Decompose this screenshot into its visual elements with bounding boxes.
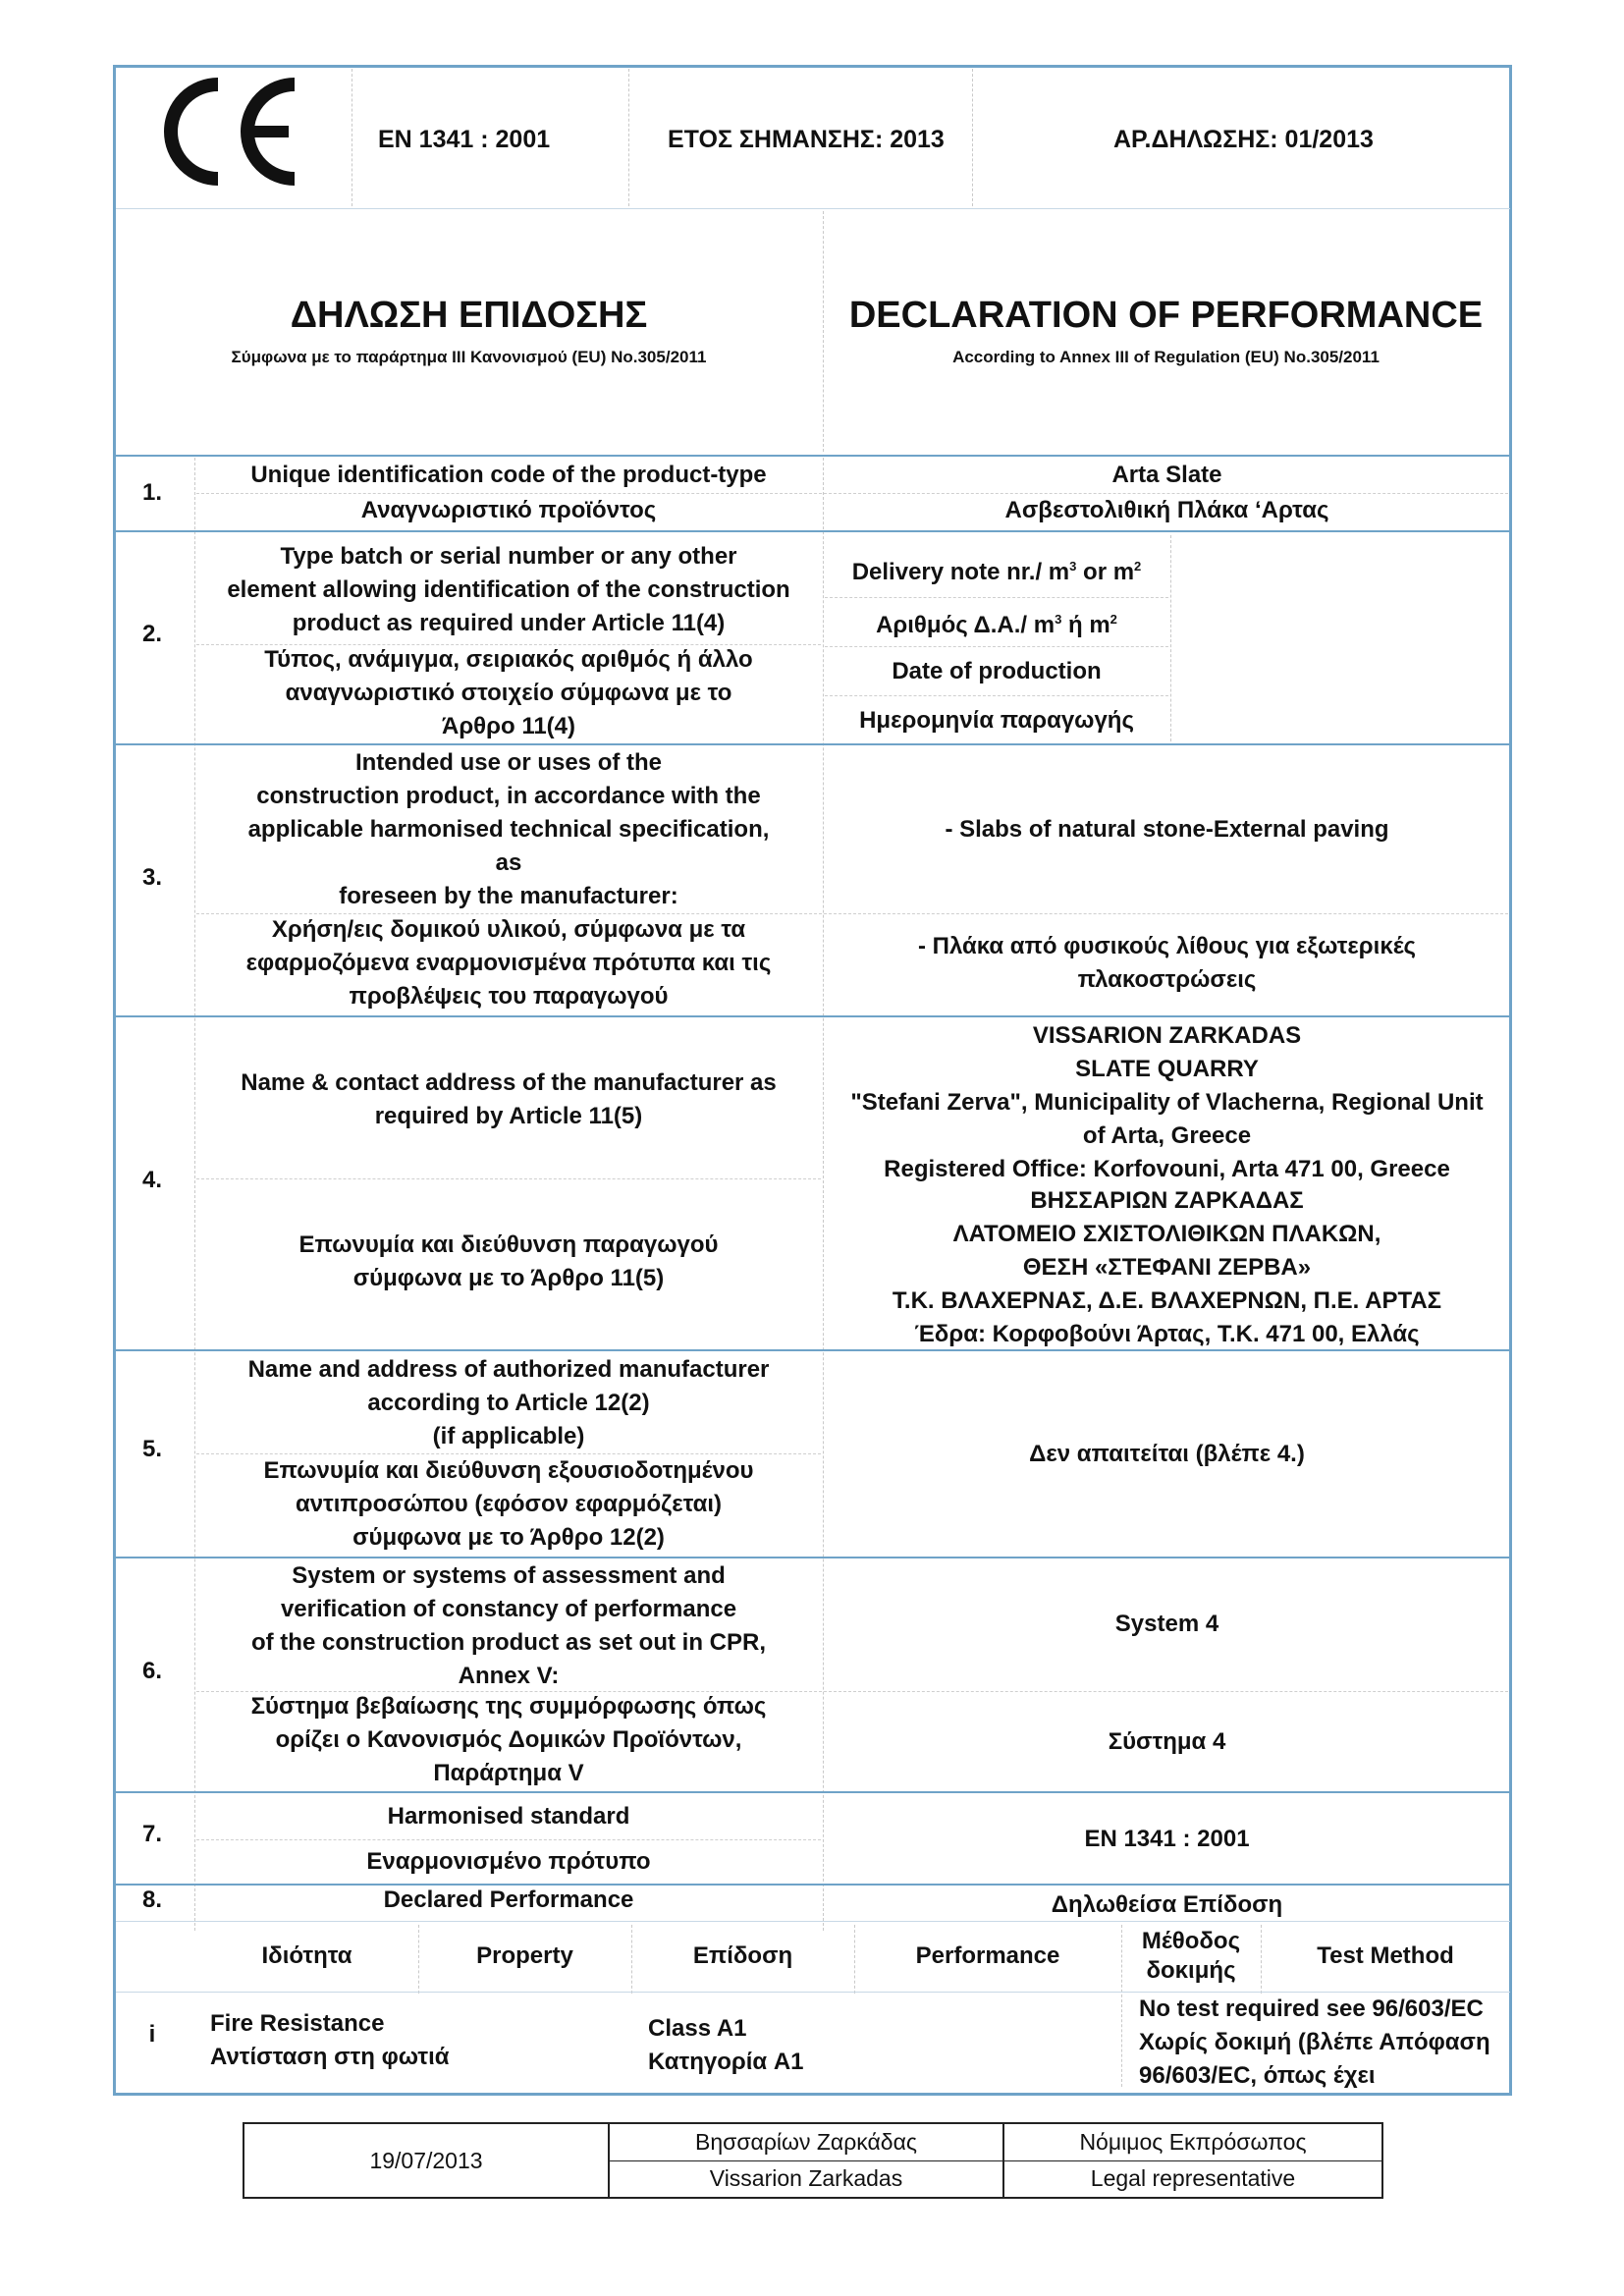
- row-8-value: Δηλωθείσα Επίδοση: [1051, 1891, 1283, 1918]
- signature-role-gr: Νόμιμος Εκπρόσωπος: [1079, 2129, 1307, 2155]
- row-1-value-gr: Ασβεστολιθική Πλάκα ‘Αρτας: [1004, 497, 1329, 523]
- row-7-label-gr: Εναρμονισμένο πρότυπο: [366, 1848, 651, 1875]
- signature-table: [243, 2122, 1383, 2199]
- perf-row-property: Fire Resistance Αντίσταση στη φωτιά: [210, 2010, 450, 2070]
- row-1-label-en: Unique identification code of the product-type: [250, 462, 767, 488]
- english-subtitle: According to Annex III of Regulation (EU) No.305/2011: [952, 348, 1380, 366]
- row-4-manufacturer-gr: ΒΗΣΣΑΡΙΩΝ ΖΑΡΚΑΔΑΣ ΛΑΤΟΜΕΙΟ ΣΧΙΣΤΟΛΙΘΙΚΩΝ ΠΛΑΚΩΝ, ΘΕΣΗ «ΣΤΕΦΑΝΙ ΖΕΡΒΑ» Τ.Κ. ΒΛΑΧΕΡΝΑΣ, Δ.Ε. ΒΛΑΧΕΡΝΩΝ, Π.Ε. ΑΡΤΑΣ Έδρα: Κορφοβούνι Άρτας, Τ.Κ. 471 00, Ελλάς: [892, 1187, 1442, 1347]
- perf-header-performance-en: Performance: [915, 1942, 1060, 1969]
- row-8-label: Declared Performance: [383, 1886, 634, 1913]
- header-year-marking: ΕΤΟΣ ΣΗΜΑΝΣΗΣ: 2013: [668, 126, 945, 153]
- row-2-date-en: Date of production: [892, 658, 1102, 684]
- row-5-number: 5.: [141, 1436, 162, 1462]
- perf-header-property-en: Property: [476, 1942, 573, 1969]
- row-2-number: 2.: [141, 621, 162, 647]
- row-3-use-gr: - Πλάκα από φυσικούς λίθους για εξωτερικές πλακοστρώσεις: [917, 933, 1417, 993]
- greek-title: ΔΗΛΩΣΗ ΕΠΙΔΟΣΗΣ: [290, 295, 648, 336]
- row-7-value: EN 1341 : 2001: [1084, 1826, 1250, 1852]
- perf-row-performance: Class A1 Κατηγορία A1: [648, 2015, 804, 2075]
- row-2-date-gr: Ημερομηνία παραγωγής: [859, 707, 1134, 734]
- english-title: DECLARATION OF PERFORMANCE: [848, 295, 1484, 336]
- ce-mark-icon: [157, 71, 304, 192]
- row-4-label-en: Name & contact address of the manufacturer as required by Article 11(5): [241, 1069, 777, 1129]
- row-6-system-en: System 4: [1114, 1611, 1219, 1637]
- signature-role-en: Legal representative: [1090, 2165, 1296, 2191]
- row-1-value-en: Arta Slate: [1111, 462, 1222, 488]
- row-5-value: Δεν απαιτείται (βλέπε 4.): [1029, 1441, 1305, 1467]
- row-5-label-gr: Επωνυμία και διεύθυνση εξουσιοδοτημένου αντιπροσώπου (εφόσον εφαρμόζεται) σύμφωνα με το Άρθρο 12(2): [263, 1457, 754, 1551]
- row-3-label-gr: Χρήση/εις δομικού υλικού, σύμφωνα με τα εφαρμοζόμενα εναρμονισμένα πρότυπα και τις προβλέψεις του παραγωγού: [245, 916, 772, 1010]
- perf-header-performance-gr: Επίδοση: [692, 1942, 793, 1969]
- header-standard: EN 1341 : 2001: [378, 126, 551, 153]
- row-1-number: 1.: [141, 479, 162, 506]
- row-8-number: 8.: [141, 1886, 162, 1913]
- row-2-delivery-note-en: Delivery note nr./ $m^3$ or $m^2$: [851, 559, 1142, 585]
- perf-header-method-gr: Μέθοδος δοκιμής: [1141, 1928, 1241, 1984]
- perf-row-method: No test required see 96/603/EC Χωρίς δοκιμή (βλέπε Απόφαση 96/603/EC, όπως έχει: [1139, 1995, 1490, 2089]
- perf-header-property-gr: Ιδιότητα: [261, 1942, 352, 1969]
- row-3-number: 3.: [141, 864, 162, 891]
- row-7-label-en: Harmonised standard: [387, 1803, 630, 1830]
- row-6-label-gr: Σύστημα βεβαίωσης της συμμόρφωσης όπως ορίζει ο Κανονισμός Δομικών Προϊόντων, Παράρτημα V: [250, 1693, 767, 1786]
- row-1-label-gr: Αναγνωριστικό προϊόντος: [360, 497, 657, 523]
- row-6-number: 6.: [141, 1658, 162, 1684]
- row-2-label-en: Type batch or serial number or any other element allowing identification of the construction product as required under Article 11(4): [227, 543, 790, 636]
- signature-name-en: Vissarion Zarkadas: [709, 2165, 903, 2191]
- row-2-label-gr: Τύπος, ανάμιγμα, σειριακός αριθμός ή άλλο αναγνωριστικό στοιχείο σύμφωνα με το Άρθρο 11(4): [264, 646, 753, 739]
- row-4-manufacturer-en: VISSARION ZARKADAS SLATE QUARRY "Stefani Zerva", Municipality of Vlacherna, Regional Unit of Arta, Greece Registered Office: Korfovouni, Arta 471 00, Greece: [850, 1022, 1484, 1182]
- row-7-number: 7.: [141, 1821, 162, 1847]
- row-3-use-en: - Slabs of natural stone-External paving: [945, 816, 1389, 843]
- row-6-label-en: System or systems of assessment and verification of constancy of performance of the construction product as set out in CPR, Annex V:: [250, 1562, 766, 1689]
- header-declaration-no: ΑΡ.ΔΗΛΩΣΗΣ: 01/2013: [1113, 126, 1374, 153]
- row-2-delivery-note-gr: Αριθμός Δ.Α./ $m^3$ ή $m^2$: [876, 612, 1117, 638]
- row-6-system-gr: Σύστημα 4: [1108, 1728, 1226, 1755]
- row-4-label-gr: Επωνυμία και διεύθυνση παραγωγού σύμφωνα με το Άρθρο 11(5): [298, 1231, 719, 1291]
- signature-name-gr: Βησσαρίων Ζαρκάδας: [695, 2129, 917, 2155]
- greek-subtitle: Σύμφωνα με το παράρτημα III Κανονισμού (EU) No.305/2011: [231, 348, 707, 366]
- perf-row-number: i: [148, 2021, 156, 2048]
- row-5-label-en: Name and address of authorized manufacturer according to Article 12(2) (if applicable): [247, 1356, 770, 1449]
- perf-header-method-en: Test Method: [1317, 1942, 1454, 1969]
- row-3-label-en: Intended use or uses of the construction product, in accordance with the applicable harmonised technical specification, as foreseen by the manufacturer:: [247, 749, 770, 909]
- signature-date: 19/07/2013: [369, 2147, 483, 2173]
- row-4-number: 4.: [141, 1167, 162, 1193]
